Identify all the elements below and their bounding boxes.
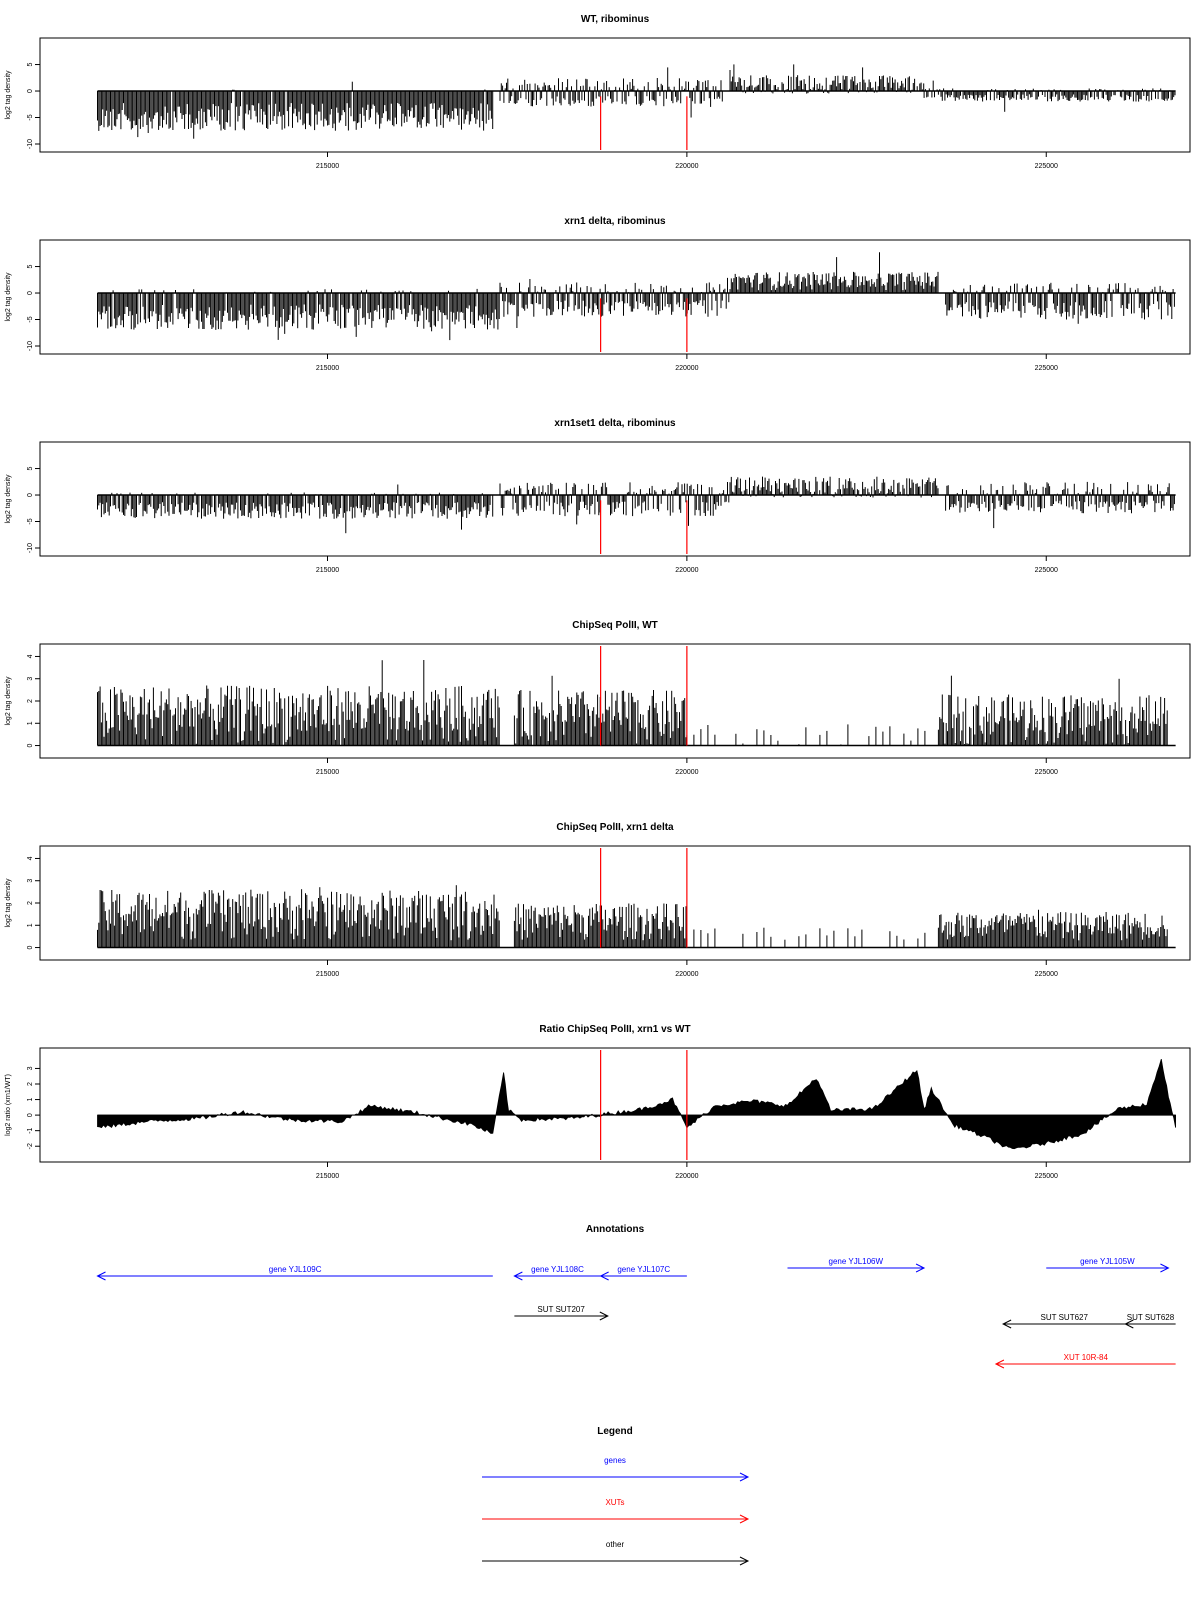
x-tick-label: 215000 — [315, 971, 340, 978]
x-tick-label: 225000 — [1034, 769, 1058, 776]
x-tick-label: 225000 — [1034, 163, 1058, 170]
y-axis-label: log2 tag density — [5, 878, 12, 928]
chart-title: ChipSeq PolII, xrn1 delta — [556, 822, 674, 833]
x-tick-label: 225000 — [1034, 365, 1058, 372]
x-tick-label: 215000 — [315, 769, 340, 776]
y-tick-label: -10 — [27, 542, 34, 554]
plot-frame — [40, 240, 1190, 354]
annotation-label: gene YJL107C — [617, 1265, 671, 1274]
y-tick-label: 0 — [27, 89, 34, 93]
annotation-label: gene YJL108C — [531, 1265, 584, 1274]
annotation-label: XUT 10R-84 — [1063, 1353, 1108, 1362]
y-tick-label: -2 — [27, 1143, 34, 1150]
annotations-panel — [98, 1224, 1176, 1368]
x-tick-label: 220000 — [675, 567, 699, 574]
bar-series — [98, 885, 1168, 947]
annotation-label: gene YJL109C — [268, 1265, 322, 1274]
legend-label: XUTs — [605, 1498, 625, 1507]
y-axis-label: log2 tag density — [5, 474, 12, 524]
y-tick-label: 1 — [27, 1097, 34, 1102]
y-tick-label: 0 — [27, 291, 34, 295]
y-tick-label: 2 — [27, 699, 34, 703]
legend-label: other — [605, 1540, 625, 1549]
bar-series — [98, 477, 1175, 534]
legend-panel — [482, 1426, 748, 1565]
x-tick-label: 225000 — [1034, 971, 1058, 978]
y-tick-label: 3 — [27, 1066, 34, 1071]
y-tick-label: 0 — [27, 1113, 34, 1118]
x-tick-label: 225000 — [1034, 1173, 1058, 1180]
x-tick-label: 220000 — [675, 1173, 699, 1180]
chart-panel-3 — [5, 418, 1190, 574]
y-tick-label: 1 — [27, 923, 34, 928]
y-tick-label: 0 — [27, 945, 34, 950]
y-tick-label: 2 — [27, 901, 34, 905]
y-tick-label: -1 — [27, 1127, 34, 1134]
x-tick-label: 220000 — [675, 769, 699, 776]
y-tick-label: 4 — [27, 856, 34, 861]
y-tick-label: 0 — [27, 743, 34, 748]
chart-panel-2 — [5, 216, 1190, 372]
y-tick-label: 5 — [27, 62, 34, 67]
chart-panel-1 — [5, 14, 1190, 170]
annotations-title: Annotations — [585, 1224, 645, 1235]
legend-arrow — [482, 1557, 748, 1565]
annotation-label: SUT SUT207 — [537, 1305, 585, 1314]
legend-label: genes — [604, 1456, 626, 1465]
y-tick-label: 5 — [27, 264, 34, 269]
annotation-label: SUT SUT628 — [1126, 1313, 1175, 1322]
y-tick-label: 5 — [27, 466, 34, 471]
y-axis-label: log2 tag density — [5, 70, 12, 120]
y-tick-label: -10 — [27, 340, 34, 352]
annotation-label: gene YJL106W — [828, 1257, 884, 1266]
chart-title: xrn1 delta, ribominus — [564, 216, 666, 227]
x-tick-label: 215000 — [315, 365, 340, 372]
annotation-label: gene YJL105W — [1080, 1257, 1135, 1266]
x-tick-label: 220000 — [675, 365, 699, 372]
y-tick-label: 1 — [27, 721, 34, 726]
y-tick-label: 0 — [27, 493, 34, 497]
legend-arrow — [482, 1473, 748, 1481]
x-tick-label: 220000 — [675, 971, 699, 978]
y-axis-label: log2 tag density — [5, 676, 12, 726]
y-tick-label: 2 — [27, 1082, 34, 1086]
chart-title: WT, ribominus — [580, 14, 650, 25]
y-axis-label: log2 tag density — [5, 272, 12, 322]
y-tick-label: -5 — [27, 114, 34, 121]
legend-title: Legend — [597, 1426, 633, 1437]
y-tick-label: -10 — [27, 138, 34, 150]
chart-title: ChipSeq PolII, WT — [572, 620, 658, 631]
chart-title: Ratio ChipSeq PolII, xrn1 vs WT — [539, 1024, 691, 1035]
x-tick-label: 220000 — [675, 163, 699, 170]
ratio-area — [98, 1059, 1176, 1149]
x-tick-label: 215000 — [315, 567, 340, 574]
chart-panel-4 — [5, 620, 1190, 776]
chart-title: xrn1set1 delta, ribominus — [554, 418, 676, 429]
x-tick-label: 215000 — [315, 163, 340, 170]
y-tick-label: 4 — [27, 654, 34, 659]
x-tick-label: 225000 — [1034, 567, 1058, 574]
y-axis-label: log2 ratio (xrn1/WT) — [5, 1074, 12, 1136]
x-tick-label: 215000 — [315, 1173, 340, 1180]
legend-arrow — [482, 1515, 748, 1523]
bar-series — [98, 252, 1175, 340]
y-tick-label: -5 — [27, 316, 34, 323]
y-tick-label: -5 — [27, 518, 34, 525]
y-tick-label: 3 — [27, 676, 34, 681]
y-tick-label: 3 — [27, 878, 34, 883]
bar-series — [98, 660, 1168, 746]
bar-series — [98, 64, 1176, 138]
chart-panel-6 — [5, 1024, 1190, 1180]
chart-panel-5 — [5, 822, 1190, 978]
plot-frame — [40, 38, 1190, 152]
annotation-label: SUT SUT627 — [1040, 1313, 1088, 1322]
